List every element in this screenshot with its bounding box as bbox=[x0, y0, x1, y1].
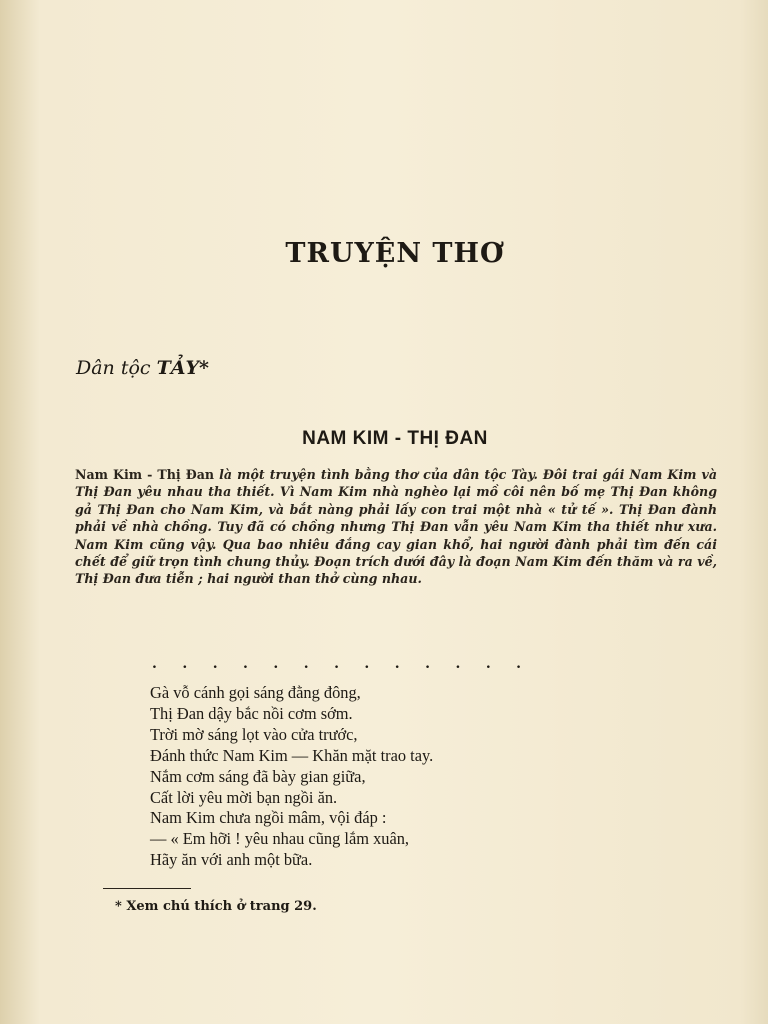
poem-line: Trời mờ sáng lọt vào cửa trước, bbox=[150, 724, 358, 744]
poem-line: Hãy ăn với anh một bữa. bbox=[150, 850, 313, 870]
poem-line: Cất lời yêu mời bạn ngồi ăn. bbox=[150, 787, 338, 807]
page-title: TRUYỆN THƠ bbox=[285, 238, 505, 269]
ethnic-prefix: Dân tộc bbox=[76, 357, 151, 379]
ethnic-group-heading bbox=[76, 357, 209, 379]
poem-line: — « Em hỡi ! yêu nhau cũng lắm xuân, bbox=[150, 829, 410, 849]
intro-body: là một truyện tình bằng thơ của dân tộc Tày. Đôi trai gái Nam Kim và Thị Đan yêu nhau tha thiết. Vì Nam Kim nhà nghèo lại mồ côi nên bố mẹ Thị Đan không gả Thị Đan cho Nam Kim, và bắt nàng phải lấy con trai một nhà « tử tế ». Thị Đan đành phải về nhà chồng. Tuy đã có chồng nhưng Thị Đan vẫn yêu Nam Kim tha thiết như xưa. Nam Kim cũng vậy. Qua bao nhiêu đắng cay gian khổ, hai người đành phải tìm đến cái chết để giữ trọn tình chung thủy. Đoạn trích dưới đây là đoạn Nam Kim đến thăm và ra về, Thị Đan đưa tiễn ; hai người than thở cùng nhau. bbox=[75, 467, 718, 587]
poem-title: NAM KIM - THỊ ĐAN bbox=[302, 428, 488, 449]
poem-line: Nam Kim chưa ngồi mâm, vội đáp : bbox=[150, 808, 387, 828]
poem-line: Đánh thức Nam Kim — Khăn mặt trao tay. bbox=[150, 745, 434, 765]
poem-verse bbox=[150, 683, 620, 871]
poem-line: Thị Đan dậy bắc nồi cơm sớm. bbox=[150, 703, 353, 723]
intro-paragraph bbox=[75, 466, 717, 588]
ellipsis-divider: . . . . . . . . . . . . . bbox=[152, 656, 532, 672]
footnote: * Xem chú thích ở trang 29. bbox=[115, 899, 317, 914]
intro-lead: Nam Kim - Thị Đan bbox=[75, 467, 215, 482]
poem-line: Nắm cơm sáng đã bày gian giữa, bbox=[150, 766, 366, 786]
footnote-rule bbox=[103, 888, 191, 889]
ethnic-name: TẢY* bbox=[156, 357, 209, 379]
poem-line: Gà vỗ cánh gọi sáng đằng đông, bbox=[150, 683, 361, 702]
